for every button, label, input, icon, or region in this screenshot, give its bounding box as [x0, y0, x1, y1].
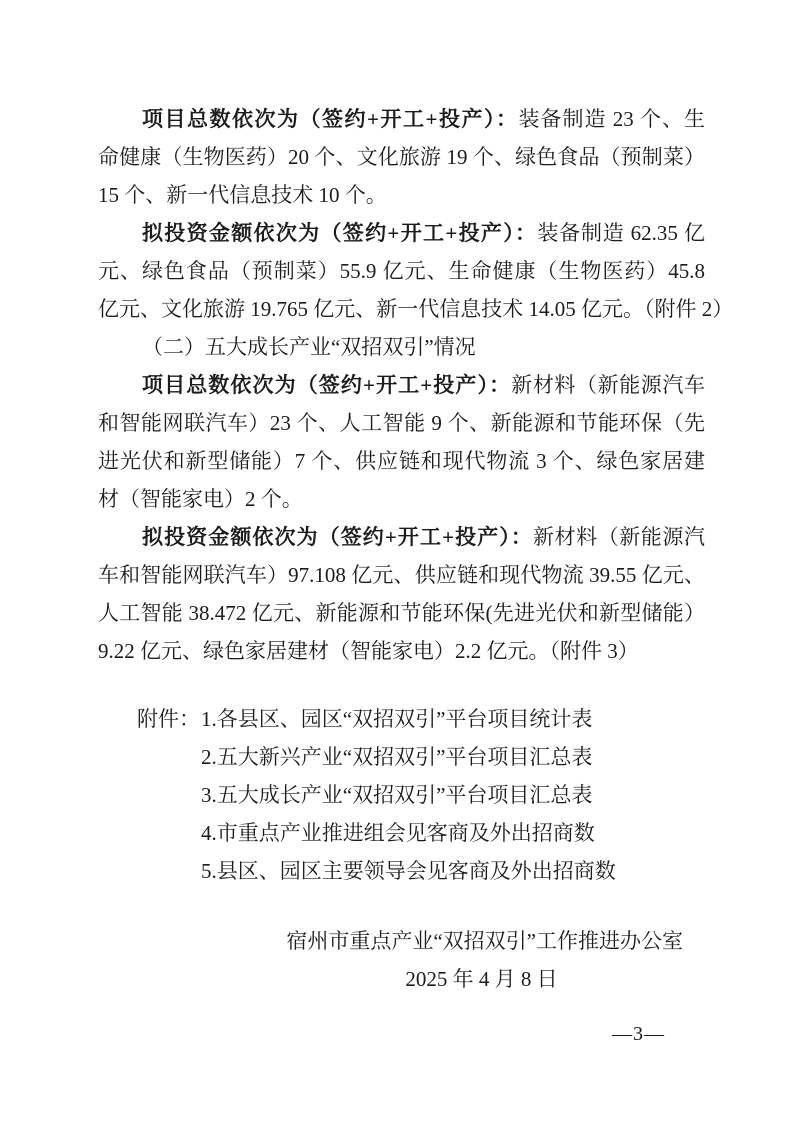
line-text: 装备制造 62.35 亿: [537, 221, 705, 245]
attachment-item-1: [98, 700, 705, 738]
text-line: 亿元、文化旅游 19.765 亿元、新一代信息技术 14.05 亿元。（附件 2）: [98, 297, 734, 321]
signature-date: 2025 年 4 月 8 日: [405, 967, 558, 991]
bold-lead: 拟投资金额依次为（签约+开工+投产）：: [142, 525, 533, 549]
signature-block: [98, 922, 705, 998]
text-line: [98, 366, 705, 404]
text-line: 车和智能网联汽车）97.108 亿元、供应链和现代物流 39.55 亿元、: [98, 563, 705, 587]
para-investment-growth: [98, 518, 705, 670]
line-text: 装备制造 23 个、生: [518, 107, 706, 131]
attachment-item-4: 4.市重点产业推进组会见客商及外出招商数: [201, 821, 595, 845]
text-line: 人工智能 38.472 亿元、新能源和节能环保(先进光伏和新型储能）: [98, 601, 705, 625]
text-line: [98, 100, 705, 138]
section-heading-growth-industries: （二）五大成长产业“双招双引”情况: [142, 335, 476, 359]
document-body: [98, 100, 734, 998]
text-line: 9.22 亿元、绿色家居建材（智能家电）2.2 亿元。（附件 3）: [98, 639, 639, 663]
text-line: 15 个、新一代信息技术 10 个。: [98, 183, 387, 207]
attachment-item-2: 2.五大新兴产业“双招双引”平台项目汇总表: [201, 745, 593, 769]
para-investment-emerging: [98, 214, 734, 328]
attachment-item-3: 3.五大成长产业“双招双引”平台项目汇总表: [201, 783, 593, 807]
page-number: —3—: [612, 1023, 665, 1045]
attachment-item-text: 1.各县区、园区“双招双引”平台项目统计表: [201, 707, 593, 731]
text-line: [98, 214, 705, 252]
line-text: 新材料（新能源汽: [532, 525, 706, 549]
para-project-count-emerging: [98, 100, 705, 214]
text-line: 命健康（生物医药）20 个、文化旅游 19 个、绿色食品（预制菜）: [98, 145, 705, 169]
attachments-block: [98, 700, 705, 890]
attachments-label: 附件：: [137, 707, 200, 731]
attachment-item-5: 5.县区、园区主要领导会见客商及外出招商数: [201, 859, 616, 883]
text-line: 和智能网联汽车）23 个、人工智能 9 个、新能源和节能环保（先: [98, 411, 705, 435]
bold-lead: 拟投资金额依次为（签约+开工+投产）：: [142, 221, 538, 245]
text-line: 进光伏和新型储能）7 个、供应链和现代物流 3 个、绿色家居建: [98, 449, 705, 473]
bold-lead: 项目总数依次为（签约+开工+投产）：: [142, 107, 519, 131]
para-project-count-growth: [98, 366, 705, 518]
line-text: 新材料（新能源汽车: [511, 373, 706, 397]
text-line: 元、绿色食品（预制菜）55.9 亿元、生命健康（生物医药）45.8: [98, 259, 705, 283]
text-line: 材（智能家电）2 个。: [98, 487, 303, 511]
signature-org: 宿州市重点产业“双招双引”工作推进办公室: [286, 929, 683, 953]
text-line: [98, 518, 705, 556]
bold-lead: 项目总数依次为（签约+开工+投产）：: [142, 373, 512, 397]
